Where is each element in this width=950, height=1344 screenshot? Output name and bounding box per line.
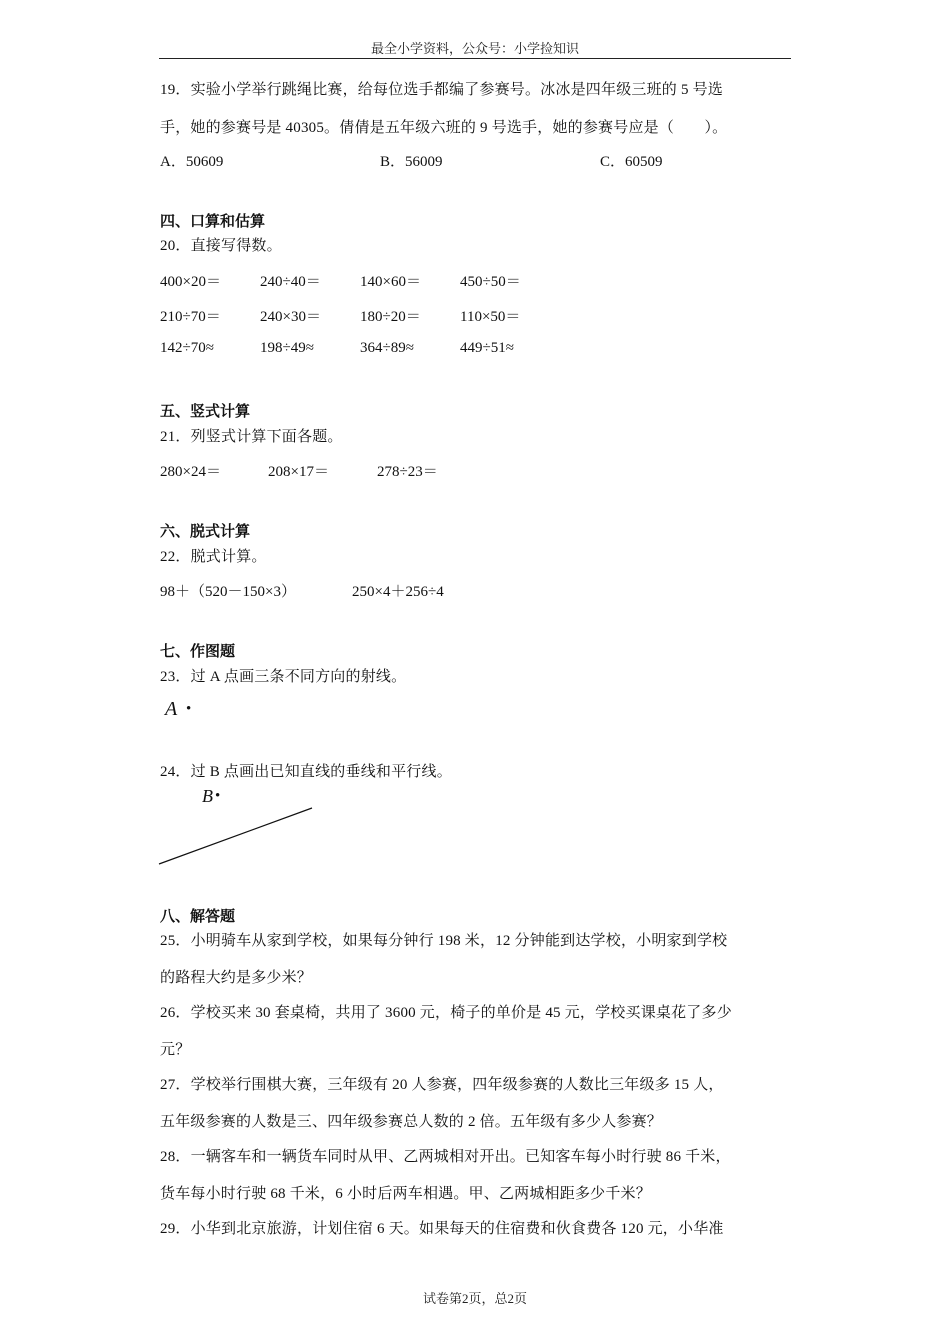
q29-line-1: 29．小华到北京旅游，计划住宿 6 天。如果每天的住宿费和伙食费各 120 元，小华准: [160, 1221, 724, 1237]
oral-calc-item: 210÷70＝: [160, 309, 221, 325]
oral-calc-item: 180÷20＝: [360, 309, 421, 325]
point-b-dot: •: [215, 788, 221, 804]
section-5-title: 五、竖式计算: [160, 404, 251, 420]
q19-option-a: A．50609: [160, 154, 224, 170]
q22-prompt: 22．脱式计算。: [160, 549, 267, 565]
q28-line-1: 28．一辆客车和一辆货车同时从甲、乙两城相对开出。已知客车每小时行驶 86 千米，: [160, 1149, 731, 1165]
stepwise-calc-item: 250×4＋256÷4: [352, 584, 444, 600]
oral-calc-item: 240×30＝: [260, 309, 321, 325]
oral-calc-item: 142÷70≈: [160, 340, 214, 356]
q25-line-1: 25．小明骑车从家到学校，如果每分钟行 198 米，12 分钟能到达学校，小明家到学校: [160, 933, 728, 949]
given-straight-line: [159, 808, 312, 864]
given-line-figure: [150, 795, 320, 870]
q20-prompt: 20．直接写得数。: [160, 238, 282, 254]
oral-calc-item: 400×20＝: [160, 274, 221, 290]
q28-line-2: 货车每小时行驶 68 千米，6 小时后两车相遇。甲、乙两城相距多少千米？: [160, 1186, 651, 1202]
section-6-title: 六、脱式计算: [160, 524, 251, 540]
q27-line-1: 27．学校举行围棋大赛，三年级有 20 人参赛，四年级参赛的人数比三年级多 15 人，: [160, 1077, 724, 1093]
vertical-calc-item: 278÷23＝: [377, 464, 438, 480]
oral-calc-item: 364÷89≈: [360, 340, 414, 356]
q24-prompt: 24．过 B 点画出已知直线的垂线和平行线。: [160, 764, 452, 780]
q25-line-2: 的路程大约是多少米？: [160, 970, 313, 986]
header-divider: [159, 58, 791, 59]
vertical-calc-item: 208×17＝: [268, 464, 329, 480]
oral-calc-item: 140×60＝: [360, 274, 421, 290]
section-8-title: 八、解答题: [160, 909, 236, 925]
oral-calc-item: 450÷50＝: [460, 274, 521, 290]
page-footer: 试卷第2页，总2页: [422, 1291, 527, 1306]
section-7-title: 七、作图题: [160, 644, 236, 660]
q23-prompt: 23．过 A 点画三条不同方向的射线。: [160, 669, 407, 685]
point-a-label: A: [165, 698, 178, 720]
point-a-dot: •: [186, 701, 192, 717]
q19-option-c: C．60509: [600, 154, 663, 170]
q26-line-2: 元？: [160, 1042, 191, 1058]
point-b-label: B: [202, 786, 213, 806]
q19-line-2: 手，她的参赛号是 40305。倩倩是五年级六班的 9 号选手，她的参赛号应是（ ）。: [160, 120, 728, 136]
oral-calc-item: 198÷49≈: [260, 340, 314, 356]
vertical-calc-item: 280×24＝: [160, 464, 221, 480]
section-4-title: 四、口算和估算: [160, 214, 266, 230]
q21-prompt: 21．列竖式计算下面各题。: [160, 429, 343, 445]
oral-calc-item: 110×50＝: [460, 309, 521, 325]
q26-line-1: 26．学校买来 30 套桌椅，共用了 3600 元，椅子的单价是 45 元，学校买课桌花了多少: [160, 1005, 732, 1021]
q19-option-b: B．56009: [380, 154, 443, 170]
page-header: 最全小学资料，公众号：小学捡知识: [370, 41, 579, 56]
q27-line-2: 五年级参赛的人数是三、四年级参赛总人数的 2 倍。五年级有多少人参赛？: [160, 1114, 663, 1130]
oral-calc-item: 449÷51≈: [460, 340, 514, 356]
stepwise-calc-item: 98＋（520－150×3）: [160, 584, 296, 600]
oral-calc-item: 240÷40＝: [260, 274, 321, 290]
q19-line-1: 19．实验小学举行跳绳比赛，给每位选手都编了参赛号。冰冰是四年级三班的 5 号选: [160, 82, 724, 98]
